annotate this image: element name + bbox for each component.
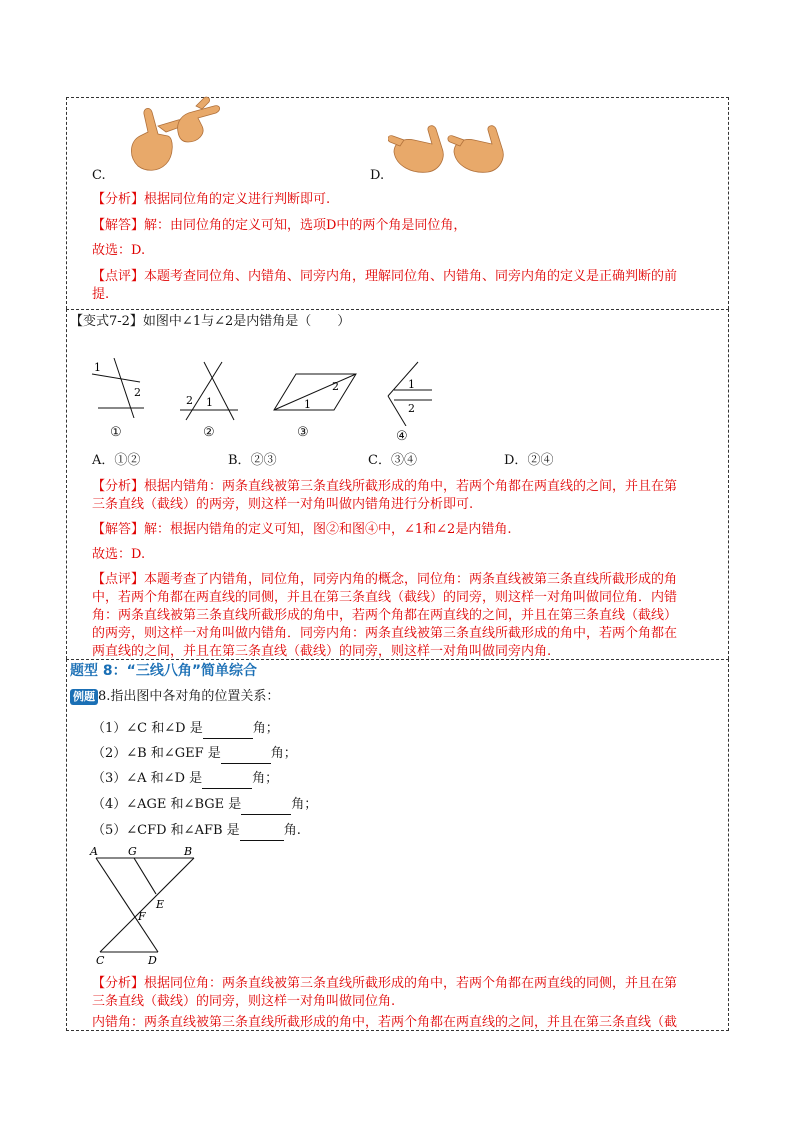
fill-item: （1）∠C 和∠D 是 角；	[92, 720, 279, 739]
point-label: D	[148, 954, 157, 967]
svg-text:2: 2	[186, 394, 193, 407]
comment-line: 两直线的之间，并且在第三条直线（截线）的同旁，则这样一对角叫做同旁内角.	[92, 644, 552, 659]
svg-text:2: 2	[408, 402, 415, 415]
analysis-text: 【分析】根据同位角的定义进行判断即可.	[92, 192, 331, 207]
fill-item: （5）∠CFD 和∠AFB 是 角.	[92, 822, 301, 841]
answer-blank[interactable]	[203, 720, 253, 739]
point-label: B	[184, 845, 193, 858]
fill-item: （3）∠A 和∠D 是 角；	[92, 770, 278, 789]
figure-label: ②	[203, 425, 215, 440]
choose-text: 故选：D.	[92, 243, 146, 258]
analysis-line: 【分析】根据内错角：两条直线被第三条直线所截形成的角中，若两个角都在两直线的之间，并且在第	[92, 479, 678, 494]
point-label: A	[90, 845, 98, 858]
fill-item: （2）∠B 和∠GEF 是 角；	[92, 745, 297, 764]
svg-text:1: 1	[304, 398, 311, 411]
answer-blank[interactable]	[240, 822, 284, 841]
choose-text: 故选：D.	[92, 547, 146, 562]
comment-line: 中，若两个角都在两直线的同侧，并且在第三条直线（截线）的同旁，则这样一对角叫做同位角．内错	[92, 590, 678, 605]
svg-text:2: 2	[134, 386, 141, 399]
figure-label: ④	[396, 429, 408, 444]
analysis-line: 【分析】根据同位角：两条直线被第三条直线所截形成的角中，若两个角都在两直线的同侧，并且在第	[92, 976, 678, 991]
option-a[interactable]: A．①②	[92, 453, 141, 468]
comment-line: 【点评】本题考查了内错角，同位角，同旁内角的概念，同位角：两条直线被第三条直线所截形成的角	[92, 572, 678, 587]
comment-line: 角：两条直线被第三条直线所截形成的角中，若两个角都在两直线的之间，并且在第三条直线（截线）	[92, 608, 678, 623]
example-question	[70, 688, 279, 706]
example-tag: 例题	[70, 689, 98, 705]
hand-figure-d	[388, 122, 514, 184]
point-label: G	[128, 845, 137, 858]
point-label: C	[96, 954, 105, 967]
answer-text: 【解答】解：根据内错角的定义可知，图②和图④中，∠1和∠2是内错角.	[92, 522, 512, 537]
option-d[interactable]: D．②④	[504, 453, 554, 468]
angle-figure-1	[88, 358, 148, 418]
comment-line: 【点评】本题考查同位角、内错角、同旁内角，理解同位角、内错角、同旁内角的定义是正确判断的前	[92, 269, 678, 284]
comment-line: 提.	[92, 287, 110, 302]
svg-text:2: 2	[332, 380, 339, 393]
answer-blank[interactable]	[241, 796, 291, 815]
figure-label: ③	[297, 425, 309, 440]
option-c[interactable]: C．③④	[368, 453, 417, 468]
angle-figure-3	[270, 370, 360, 416]
answer-blank[interactable]	[221, 745, 271, 764]
analysis-line: 三条直线（截线）的同旁，则这样一对角叫做同位角.	[92, 994, 396, 1009]
fill-item: （4）∠AGE 和∠BGE 是 角；	[92, 796, 317, 815]
comment-line: 的两旁，则这样一对角叫做内错角．同旁内角：两条直线被第三条直线所截形成的角中，若两个角都在	[92, 626, 678, 641]
section-title: 题型 8：“三线八角”简单综合	[70, 663, 258, 679]
option-d-label: D.	[370, 168, 385, 183]
option-b[interactable]: B．②③	[228, 453, 277, 468]
analysis-line: 三条直线（截线）的两旁，则这样一对角叫做内错角进行分析即可.	[92, 497, 474, 512]
svg-text:1: 1	[408, 378, 415, 391]
angle-figure-4	[386, 360, 436, 426]
answer-blank[interactable]	[202, 770, 252, 789]
point-label: F	[138, 910, 146, 923]
answer-text: 【解答】解：由同位角的定义可知，选项D中的两个角是同位角，	[92, 218, 467, 233]
three-lines-figure	[86, 842, 206, 970]
analysis-line: 内错角：两条直线被第三条直线所截形成的角中，若两个角都在两直线的之间，并且在第三条直线（截	[92, 1015, 678, 1030]
option-c-label: C.	[92, 168, 106, 183]
figure-label: ①	[110, 425, 122, 440]
point-label: E	[156, 898, 165, 911]
hand-figure-c	[118, 96, 228, 176]
question-text: 【变式7-2】如图中∠1与∠2是内错角是（ ）	[70, 314, 351, 329]
angle-figure-2	[176, 360, 242, 422]
svg-text:1: 1	[94, 361, 101, 374]
question-text: 8.指出图中各对角的位置关系：	[98, 689, 280, 704]
svg-text:1: 1	[206, 396, 213, 409]
